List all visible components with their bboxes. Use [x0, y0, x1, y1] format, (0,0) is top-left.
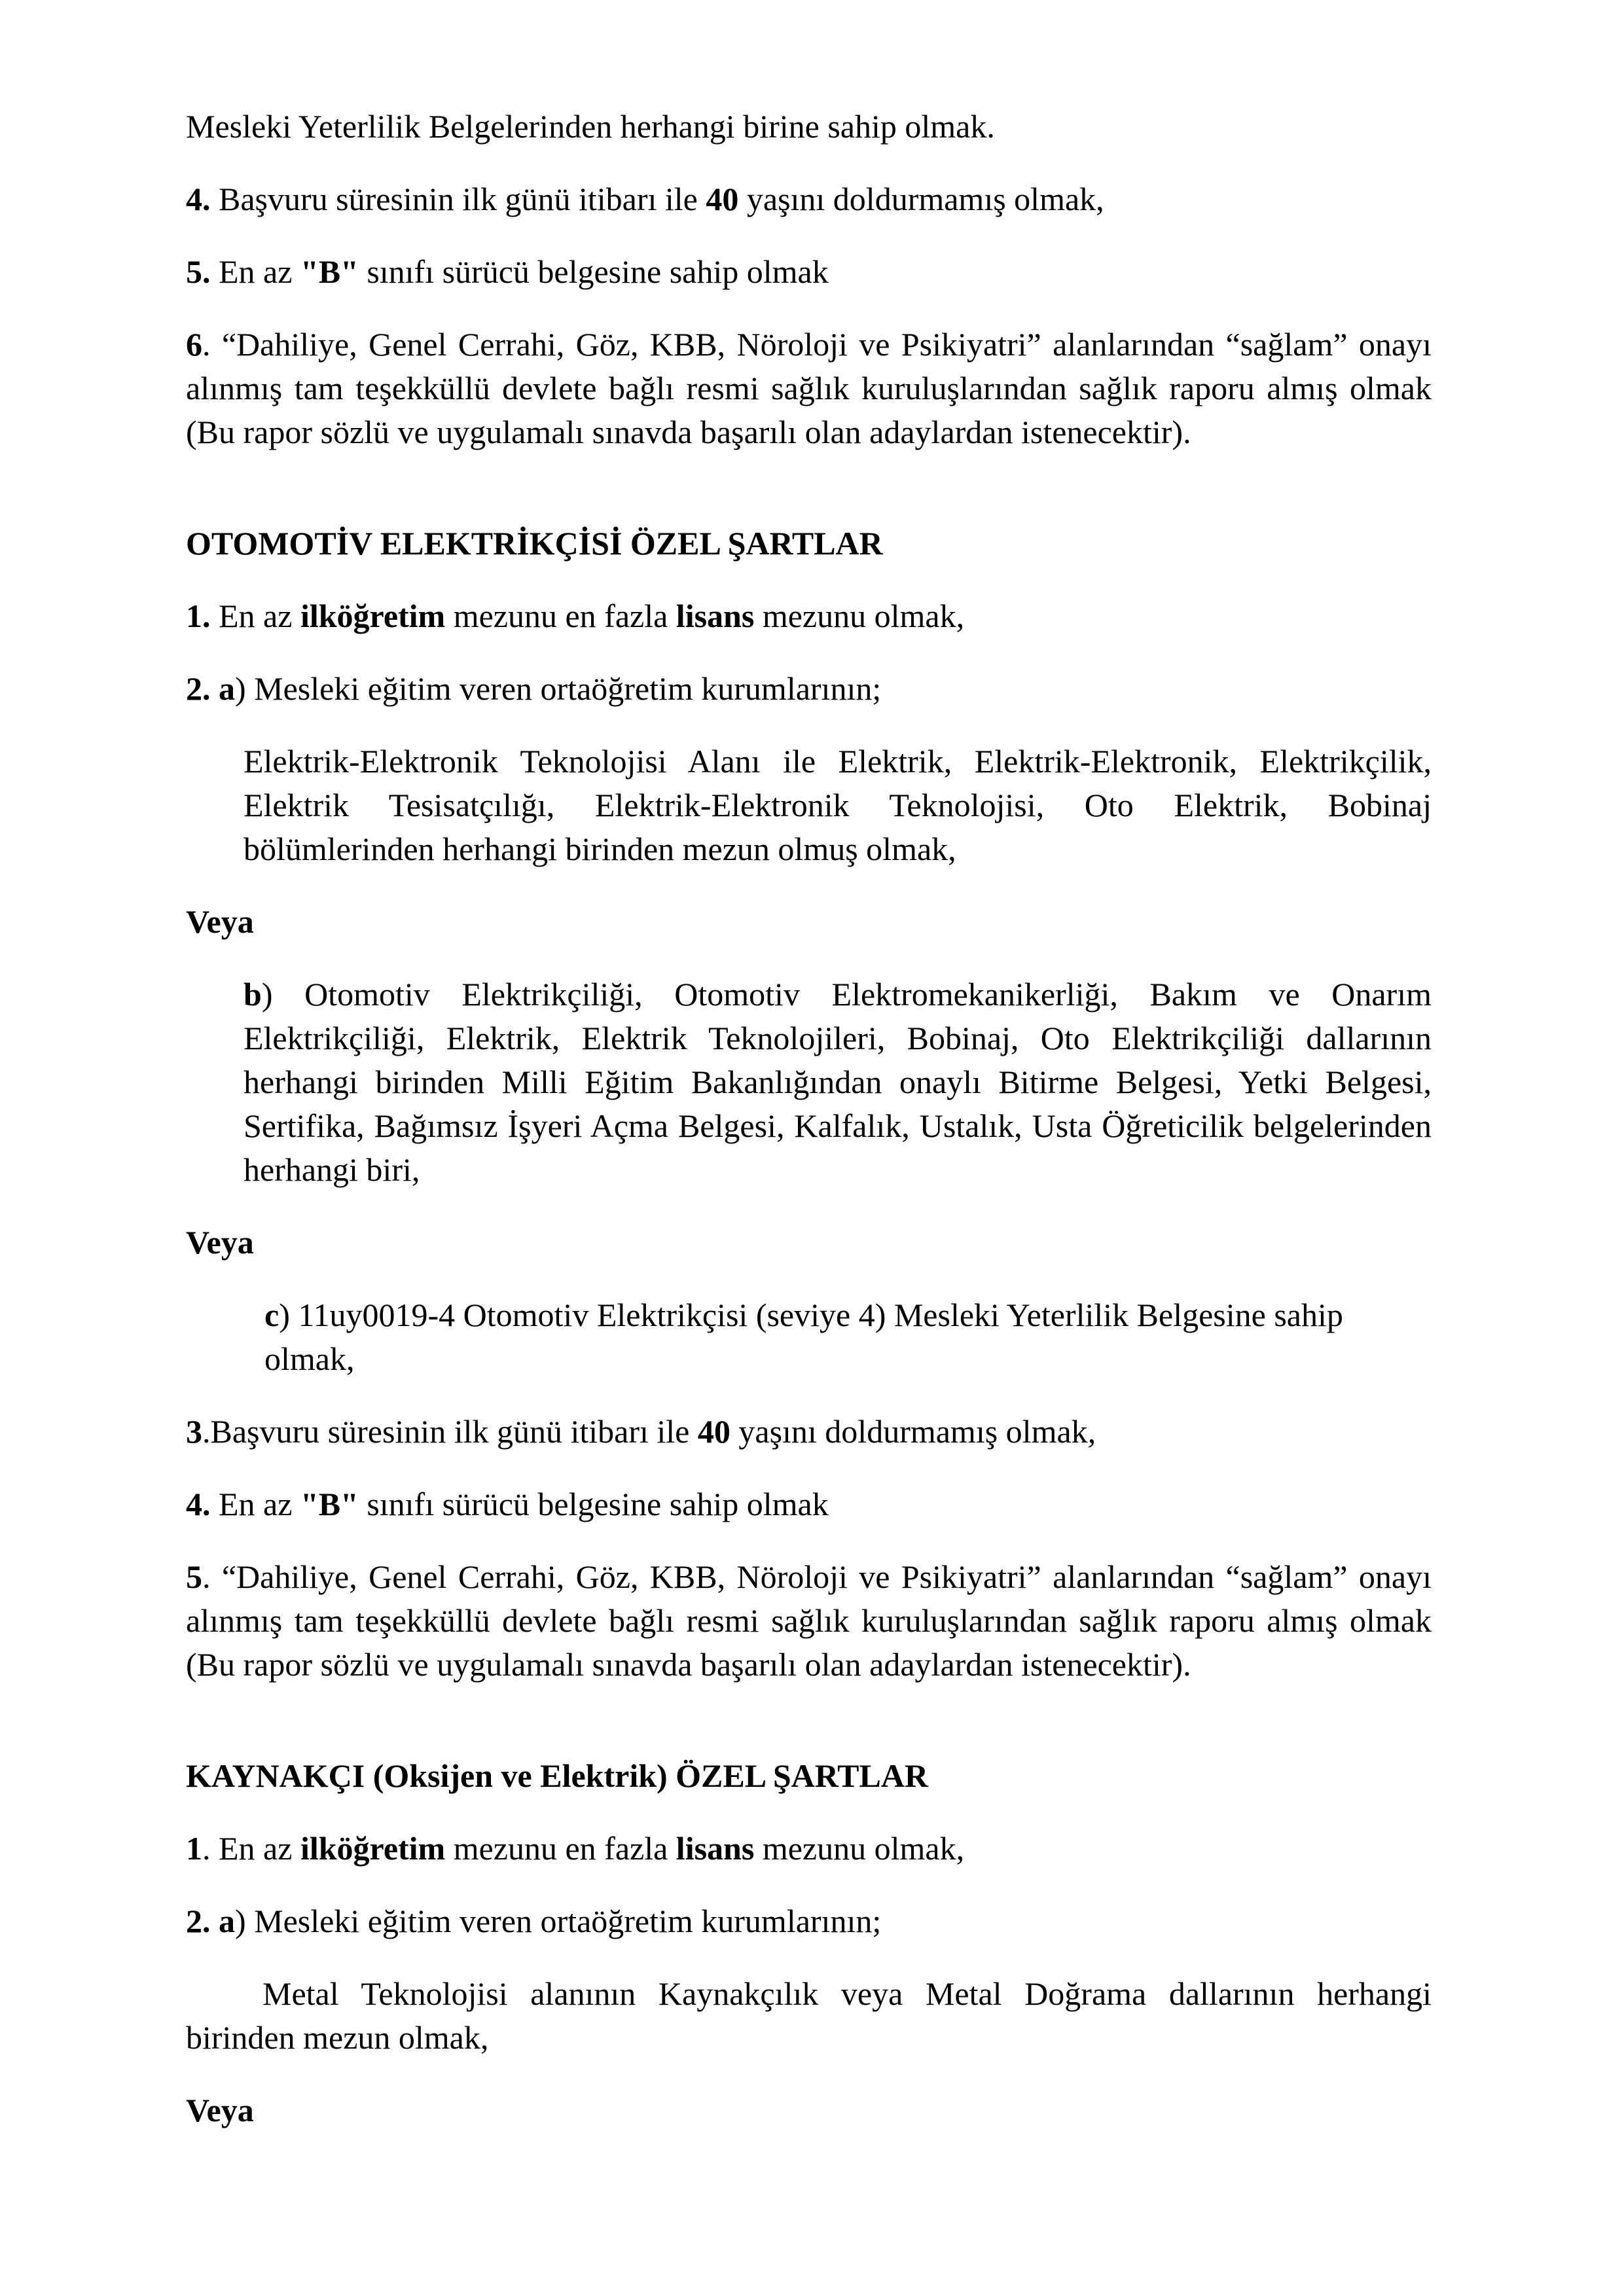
- text-run: sınıfı sürücü belgesine sahip olmak: [358, 253, 829, 290]
- bold-text-run: "B": [300, 1486, 359, 1522]
- text-run: mezunu olmak,: [754, 598, 965, 634]
- veya-separator-1: [186, 900, 1432, 944]
- bold-text-run: 5: [186, 1558, 202, 1595]
- otomotiv-item-2c-myb: [264, 1293, 1432, 1381]
- bold-text-run: 4.: [186, 181, 211, 217]
- bold-text-run: ilköğretim: [300, 598, 446, 634]
- otomotiv-item-2a: [186, 667, 1432, 711]
- bold-text-run: 1.: [186, 598, 211, 634]
- bold-text-run: Veya: [186, 1224, 254, 1261]
- kaynakci-item-2a-departments: [186, 1972, 1432, 2060]
- bold-text-run: "B": [300, 253, 359, 290]
- text-run: mezunu en fazla: [445, 1830, 676, 1867]
- text-run: ) Mesleki eğitim veren ortaöğretim kurumlarının;: [235, 1903, 882, 1939]
- kaynakci-item-2a: [186, 1899, 1432, 1943]
- text-run: . En az: [202, 1830, 300, 1867]
- text-run: En az: [210, 1486, 300, 1522]
- kaynakci-item-1-education: [186, 1827, 1432, 1871]
- text-run: yaşını doldurmamış olmak,: [738, 181, 1104, 217]
- text-run: yaşını doldurmamış olmak: [730, 1413, 1088, 1450]
- list-item-6-health: [186, 323, 1432, 454]
- section-heading-otomotiv: [186, 522, 1432, 565]
- intro-continuation: [186, 105, 1432, 149]
- bold-text-run: KAYNAKÇI (Oksijen ve Elektrik) ÖZEL ŞARTLAR: [186, 1757, 929, 1794]
- bold-text-run: 40: [706, 181, 739, 217]
- text-run: Mesleki Yeterlilik Belgelerinden herhangi birine sahip olmak.: [186, 108, 995, 145]
- bold-text-run: 3: [186, 1413, 202, 1450]
- text-run: .Başvuru süresinin ilk günü itibarı ile: [202, 1413, 698, 1450]
- text-run: ) Otomotiv Elektrikçiliği, Otomotiv Elektromekanikerliği, Bakım ve Onarım Elektrikçiliği, Elektrik, Elektrik Teknolojileri, Bobinaj, Oto Elektrikçiliği dallarının herhangi birinden Milli Eğitim Bakanlığından onaylı Bitirme Belgesi, Yetki Belgesi, Sertifika, Bağımsız İşyeri Açma Belgesi, Kalfalık, Ustalık, Usta Öğreticilik belgelerinden herhangi biri,: [244, 976, 1432, 1188]
- text-run: Metal Teknolojisi alanının Kaynakçılık veya Metal Doğrama dallarının herhangi birinden mezun olmak,: [186, 1975, 1432, 2056]
- text-run: . “Dahiliye, Genel Cerrahi, Göz, KBB, Nöroloji ve Psikiyatri” alanlarından “sağlam” onayı alınmış tam teşekküllü devlete bağlı resmi sağlık kuruluşlarından sağlık raporu almış olmak (Bu rapor sözlü ve uygulamalı sınavda başarılı olan adaylardan istenecektir).: [186, 326, 1432, 450]
- text-run: En az: [210, 598, 300, 634]
- bold-text-run: lisans: [676, 598, 755, 634]
- text-run: mezunu en fazla: [445, 598, 676, 634]
- bold-text-run: Veya: [186, 903, 254, 940]
- bold-text-run: 2. a: [186, 670, 235, 707]
- otomotiv-item-1-education: [186, 594, 1432, 638]
- bold-text-run: 40: [697, 1413, 731, 1450]
- otomotiv-item-4-license: [186, 1482, 1432, 1526]
- bold-text-run: ilköğretim: [300, 1830, 446, 1867]
- text-run: Elektrik-Elektronik Teknolojisi Alanı ile Elektrik, Elektrik-Elektronik, Elektrikçilik, Elektrik Tesisatçılığı, Elektrik-Elektronik Teknolojisi, Oto Elektrik, Bobinaj bölümlerinden herhangi birinden mezun olmuş olmak,: [244, 743, 1432, 867]
- text-run: ) 11uy0019-4 Otomotiv Elektrikçisi (seviye 4) Mesleki Yeterlilik Belgesine sahip olmak,: [264, 1297, 1343, 1377]
- bold-text-run: 1: [186, 1830, 202, 1867]
- bold-text-run: b: [244, 976, 262, 1013]
- bold-text-run: c: [264, 1297, 280, 1333]
- text-run: Başvuru süresinin ilk günü itibarı ile: [210, 181, 706, 217]
- bold-text-run: 5.: [186, 253, 211, 290]
- text-run: ,: [1087, 1413, 1096, 1450]
- bold-text-run: Veya: [186, 2092, 254, 2128]
- bold-text-run: OTOMOTİV ELEKTRİKÇİSİ ÖZEL ŞARTLAR: [186, 525, 883, 562]
- veya-separator-3: [186, 2089, 1432, 2132]
- otomotiv-item-2a-departments: [244, 740, 1432, 871]
- text-run: mezunu olmak,: [754, 1830, 965, 1867]
- bold-text-run: 2. a: [186, 1903, 235, 1939]
- list-item-4-age: [186, 177, 1432, 221]
- veya-separator-2: [186, 1221, 1432, 1265]
- otomotiv-item-2b-certificates: [244, 973, 1432, 1192]
- bold-text-run: lisans: [676, 1830, 755, 1867]
- section-heading-kaynakci: [186, 1754, 1432, 1798]
- bold-text-run: 6: [186, 326, 202, 363]
- bold-text-run: 4.: [186, 1486, 211, 1522]
- otomotiv-item-3-age: [186, 1410, 1432, 1454]
- text-run: ) Mesleki eğitim veren ortaöğretim kurumlarının;: [235, 670, 882, 707]
- text-run: En az: [210, 253, 300, 290]
- list-item-5-license: [186, 250, 1432, 294]
- otomotiv-item-5-health: [186, 1555, 1432, 1687]
- text-run: sınıfı sürücü belgesine sahip olmak: [358, 1486, 829, 1522]
- text-run: . “Dahiliye, Genel Cerrahi, Göz, KBB, Nöroloji ve Psikiyatri” alanlarından “sağlam” onayı alınmış tam teşekküllü devlete bağlı resmi sağlık kuruluşlarından sağlık raporu almış olmak (Bu rapor sözlü ve uygulamalı sınavda başarılı olan adaylardan istenecektir).: [186, 1558, 1432, 1683]
